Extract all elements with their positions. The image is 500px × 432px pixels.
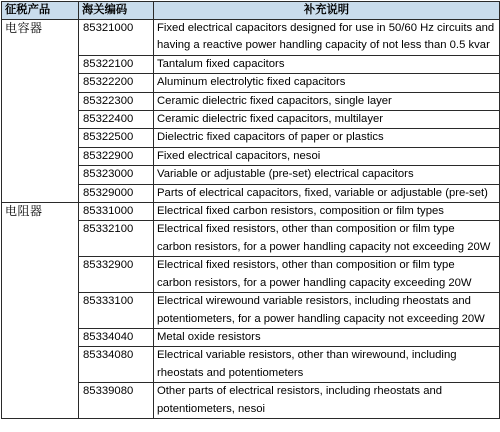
description-line: Other parts of electrical resistors, including rheostats and [157, 385, 443, 398]
description-cell [154, 55, 500, 73]
description-line: Metal oxide resistors [157, 330, 261, 343]
description-line: Electrical fixed resistors, other than composition or film type [157, 259, 455, 272]
header-product: 征税产品 [2, 2, 79, 20]
hs-code-cell: 85322500 [79, 129, 154, 147]
hs-code-cell: 85322100 [79, 55, 154, 73]
hs-code-cell: 85334080 [79, 347, 154, 383]
description-line: having a reactive power handling capacity of not less than 0.5 kvar [157, 39, 490, 52]
description-cell [154, 328, 500, 346]
description-line: potentiometers, nesoi [157, 402, 266, 415]
hs-code-cell: 85332900 [79, 257, 154, 293]
description-line: Dielectric fixed capacitors of paper or plastics [157, 131, 384, 144]
description-cell [154, 293, 500, 329]
hs-code-cell: 85322300 [79, 92, 154, 110]
table-body [2, 20, 500, 419]
description-line: Fixed electrical capacitors designed for use in 50/60 Hz circuits and [157, 22, 495, 34]
description-cell [154, 184, 500, 202]
description-line: Fixed electrical capacitors, nesoi [157, 149, 321, 162]
description-line: Electrical wirewound variable resistors, including rheostats and [157, 295, 471, 308]
description-line: Electrical fixed resistors, other than composition or film type [157, 223, 455, 236]
header-hs-code: 海关编码 [79, 2, 154, 20]
description-cell [154, 383, 500, 419]
table-row [2, 203, 500, 221]
hs-code-cell: 85333100 [79, 293, 154, 329]
hs-code-cell: 85322400 [79, 111, 154, 129]
hs-code-cell: 85339080 [79, 383, 154, 419]
description-cell [154, 147, 500, 165]
tariff-table [1, 1, 500, 419]
description-line: rheostats and potentiometers [157, 366, 304, 379]
category-cell: 电阻器 [2, 203, 79, 419]
description-cell [154, 347, 500, 383]
hs-code-cell: 85329000 [79, 184, 154, 202]
hs-code-cell: 85323000 [79, 166, 154, 184]
description-line: Ceramic dielectric fixed capacitors, single layer [157, 94, 392, 107]
description-cell [154, 166, 500, 184]
description-line: Tantalum fixed capacitors [157, 57, 285, 70]
hs-code-cell: 85331000 [79, 203, 154, 221]
hs-code-cell: 85321000 [79, 20, 154, 56]
header-description: 补充说明 [154, 2, 500, 20]
hs-code-cell: 85322900 [79, 147, 154, 165]
hs-code-cell: 85334040 [79, 328, 154, 346]
description-cell [154, 203, 500, 221]
table-row [2, 20, 500, 56]
description-line: carbon resistors, for a power handling capacity exceeding 20W [157, 276, 472, 289]
description-cell [154, 129, 500, 147]
description-line: Parts of electrical capacitors, fixed, variable or adjustable (pre-set) [157, 186, 488, 199]
description-line: Ceramic dielectric fixed capacitors, multilayer [157, 113, 384, 126]
tariff-table-container [1, 1, 500, 419]
table-header-row [2, 2, 500, 20]
description-line: Electrical fixed carbon resistors, composition or film types [157, 205, 444, 218]
description-line: carbon resistors, for a power handling capacity not exceeding 20W [157, 240, 491, 253]
description-cell [154, 92, 500, 110]
description-cell [154, 20, 500, 56]
description-cell [154, 111, 500, 129]
description-cell [154, 221, 500, 257]
hs-code-cell: 85332100 [79, 221, 154, 257]
hs-code-cell: 85322200 [79, 74, 154, 92]
category-cell: 电容器 [2, 20, 79, 203]
description-cell [154, 257, 500, 293]
description-line: Variable or adjustable (pre-set) electrical capacitors [157, 168, 414, 181]
description-line: Electrical variable resistors, other than wirewound, including [157, 349, 457, 362]
description-cell [154, 74, 500, 92]
description-line: Aluminum electrolytic fixed capacitors [157, 76, 346, 89]
description-line: potentiometers, for a power handling capacity not exceeding 20W [157, 312, 485, 325]
